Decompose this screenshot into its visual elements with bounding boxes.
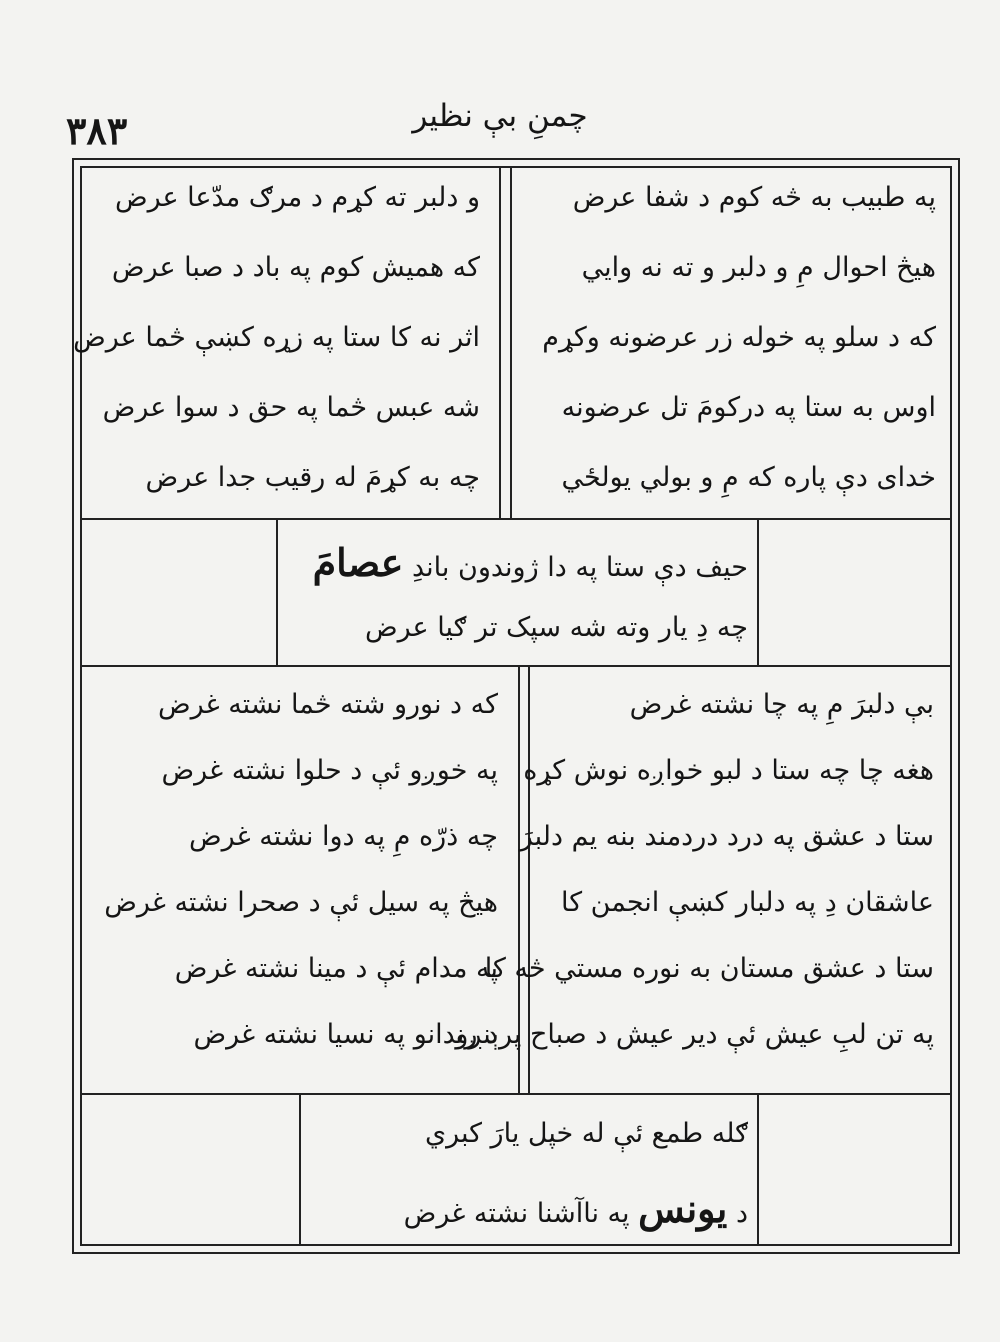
verse-line: و دلبر ته کړم د مرګ مدّعا عرض <box>114 182 480 213</box>
couplet-text: په ناآشنا نشته غرض <box>403 1198 630 1229</box>
couplet-text: حیف دې ستا په دا ژوندون باندِ <box>411 552 748 583</box>
verse-line: په طبیب به څه کوم د شفا عرض <box>572 182 936 213</box>
verse-line: شه عبس څما په حق د سوا عرض <box>102 392 480 423</box>
stanza2-left-column <box>92 665 508 1093</box>
couplet-frame-right <box>757 518 759 666</box>
couplet-frame-right <box>757 1093 759 1246</box>
couplet-frame-left <box>276 518 278 666</box>
stanza2-couplet-line2 <box>404 1186 748 1231</box>
couplet-frame-left <box>299 1093 301 1246</box>
poet-name: یونس <box>638 1186 728 1231</box>
verse-line: اثر نه کا ستا په زړه کښې څما عرض <box>73 322 480 353</box>
verse-line: خدای دې پاره که مِ و بولي یولځي <box>561 462 936 493</box>
verse-line: ستا د عشق مستان به نوره مستي څه کا <box>484 953 934 984</box>
column-divider <box>510 166 512 519</box>
stanza1-left-column <box>73 166 490 518</box>
stanza1-couplet-line1 <box>313 540 748 585</box>
couplet-prefix: د <box>735 1198 748 1229</box>
verse-line: هیڅ په سیل ئې د صحرا نشته غرض <box>104 887 498 918</box>
verse-line: بې دلبرَ مِ په چا نشته غرض <box>629 689 934 720</box>
verse-line: هیڅ احوال مِ و دلبر و ته نه وایي <box>581 252 936 283</box>
column-divider <box>499 166 501 519</box>
verse-line: په خوږو ئې د حلوا نشته غرض <box>161 755 498 786</box>
divider <box>80 518 952 520</box>
verse-line: اوس به ستا په درکومَ تل عرضونه <box>561 392 936 423</box>
verse-line: چه به کړمَ له رقیب جدا عرض <box>145 462 480 493</box>
verse-line: چه ذرّه مِ په دوا نشته غرض <box>188 821 498 852</box>
page-header-title: چمنِ بې نظیر <box>412 98 588 134</box>
divider <box>80 1093 952 1095</box>
stanza1-couplet-line2: چه دِ یار وته شه سپک تر ګیا عرض <box>365 612 748 643</box>
stanza1-right-column <box>520 166 942 518</box>
verse-line: که د سلو په خوله زر عرضونه وکړم <box>542 322 936 353</box>
verse-line: ستا د عشق په درد دردمند بنه یم دلبرَ <box>519 821 934 852</box>
verse-line: هغه چا چه ستا د لبو خواږه نوش کړه <box>523 755 934 786</box>
verse-line: عاشقان دِ په دلبار کښې انجمن کا <box>561 887 934 918</box>
page-number: ۳۸۳ <box>66 108 128 153</box>
verse-line: که همیش کوم په باد د صبا عرض <box>111 252 480 283</box>
verse-line: د رندانو په نسیا نشته غرض <box>193 1019 498 1050</box>
stanza2-couplet-line1: ګله طمع ئې له خپل یارَ کبري <box>424 1118 748 1149</box>
poet-name: عصامَ <box>312 540 404 585</box>
verse-line: په تن لبِ عیش ئې دیر عیش د صباح پرېنږو <box>455 1019 934 1050</box>
verse-line: په مدام ئې د مینا نشته غرض <box>174 953 498 984</box>
verse-line: که د نورو شته څما نشته غرض <box>157 689 498 720</box>
stanza2-right-column <box>455 665 942 1093</box>
